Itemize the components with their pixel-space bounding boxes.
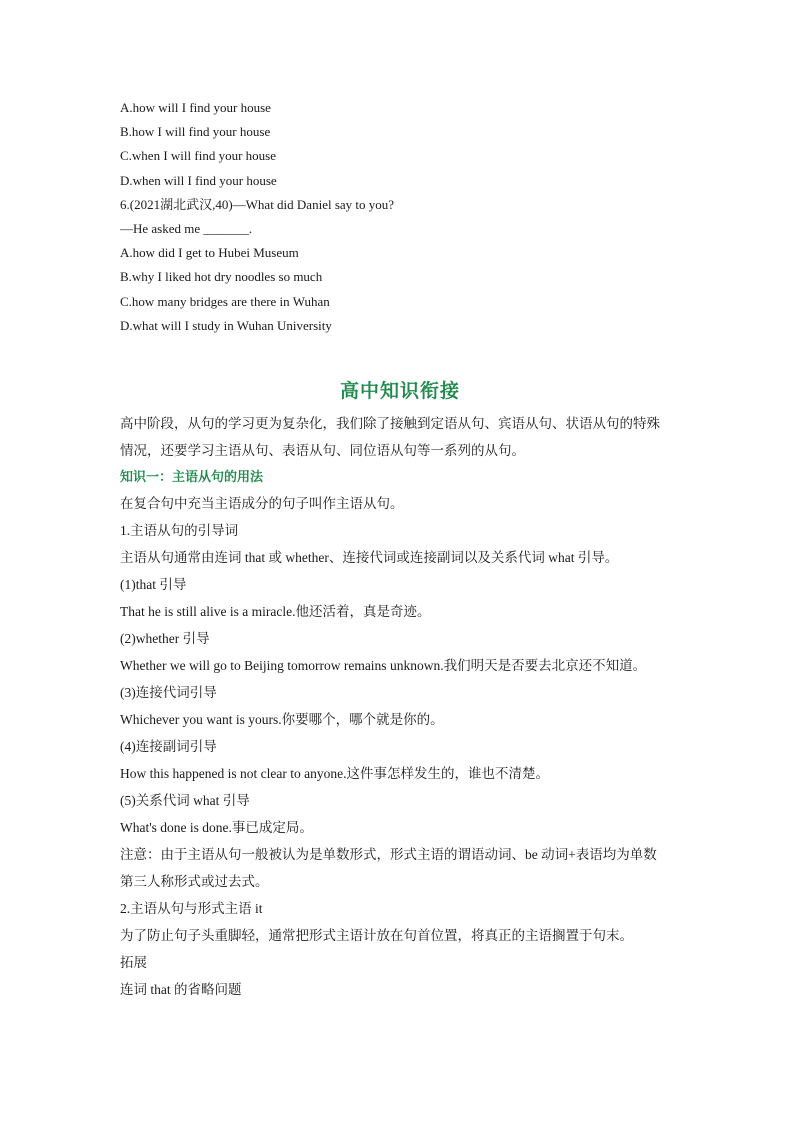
subheading: (4)连接副词引导 [120,739,217,755]
note-line: 注意：由于主语从句一般被认为是单数形式，形式主语的谓语动词、be 动词+表语均为单数 [120,847,657,863]
intro-line: 情况，还要学习主语从句、表语从句、同位语从句等一系列的从句。 [120,443,525,459]
option-line: A.how will I find your house [120,100,271,115]
option-line: C.how many bridges are there in Wuhan [120,293,330,309]
option-line: D.what will I study in Wuhan University [120,317,332,333]
paragraph: 为了防止句子头重脚轻，通常把形式主语计放在句首位置，将真正的主语搁置于句末。 [120,928,633,944]
subheading: (3)连接代词引导 [120,685,217,701]
option-line: B.why I liked hot dry noodles so much [120,269,323,285]
example-line: What's done is done.事已成定局。 [120,820,313,836]
subheading: 1.主语从句的引导词 [120,523,239,539]
option-line: D.when will I find your house [120,172,277,188]
subheading: 2.主语从句与形式主语 it [120,901,263,917]
subheading: (5)关系代词 what 引导 [120,793,250,809]
example-line: How this happened is not clear to anyone.这件事怎样发生的，谁也不清楚。 [120,766,549,782]
intro-line: 高中阶段，从句的学习更为复杂化，我们除了接触到定语从句、宾语从句、状语从句的特殊 [120,416,660,432]
section-title: 高中知识衔接 [339,381,460,403]
note-line: 第三人称形式或过去式。 [120,874,269,890]
example-line: That he is still alive is a miracle.他还活着，真是奇迹。 [120,604,431,620]
subheading: (1)that 引导 [120,577,187,593]
question-stem: 6.(2021湖北武汉,40)—What did Daniel say to you? [120,196,395,212]
section-title-wrap [120,376,680,408]
definition-line: 在复合句中充当主语成分的句子叫作主语从句。 [120,496,404,512]
subheading: (2)whether 引导 [120,631,210,647]
example-line: Whether we will go to Beijing tomorrow remains unknown.我们明天是否要去北京还不知道。 [120,658,647,674]
answer-blank-line: —He asked me _______. [120,221,253,237]
option-line: A.how did I get to Hubei Museum [120,245,299,261]
paragraph: 主语从句通常由连词 that 或 whether、连接代词或连接副词以及关系代词 what 引导。 [120,550,619,566]
option-line: B.how I will find your house [120,124,271,140]
knowledge-heading: 知识一：主语从句的用法 [120,469,264,485]
document-page [120,96,680,1003]
example-line: Whichever you want is yours.你要哪个，哪个就是你的。 [120,712,444,728]
option-line: C.when I will find your house [120,148,276,164]
extension-text: 连词 that 的省略问题 [120,982,242,998]
extension-label: 拓展 [120,955,147,971]
